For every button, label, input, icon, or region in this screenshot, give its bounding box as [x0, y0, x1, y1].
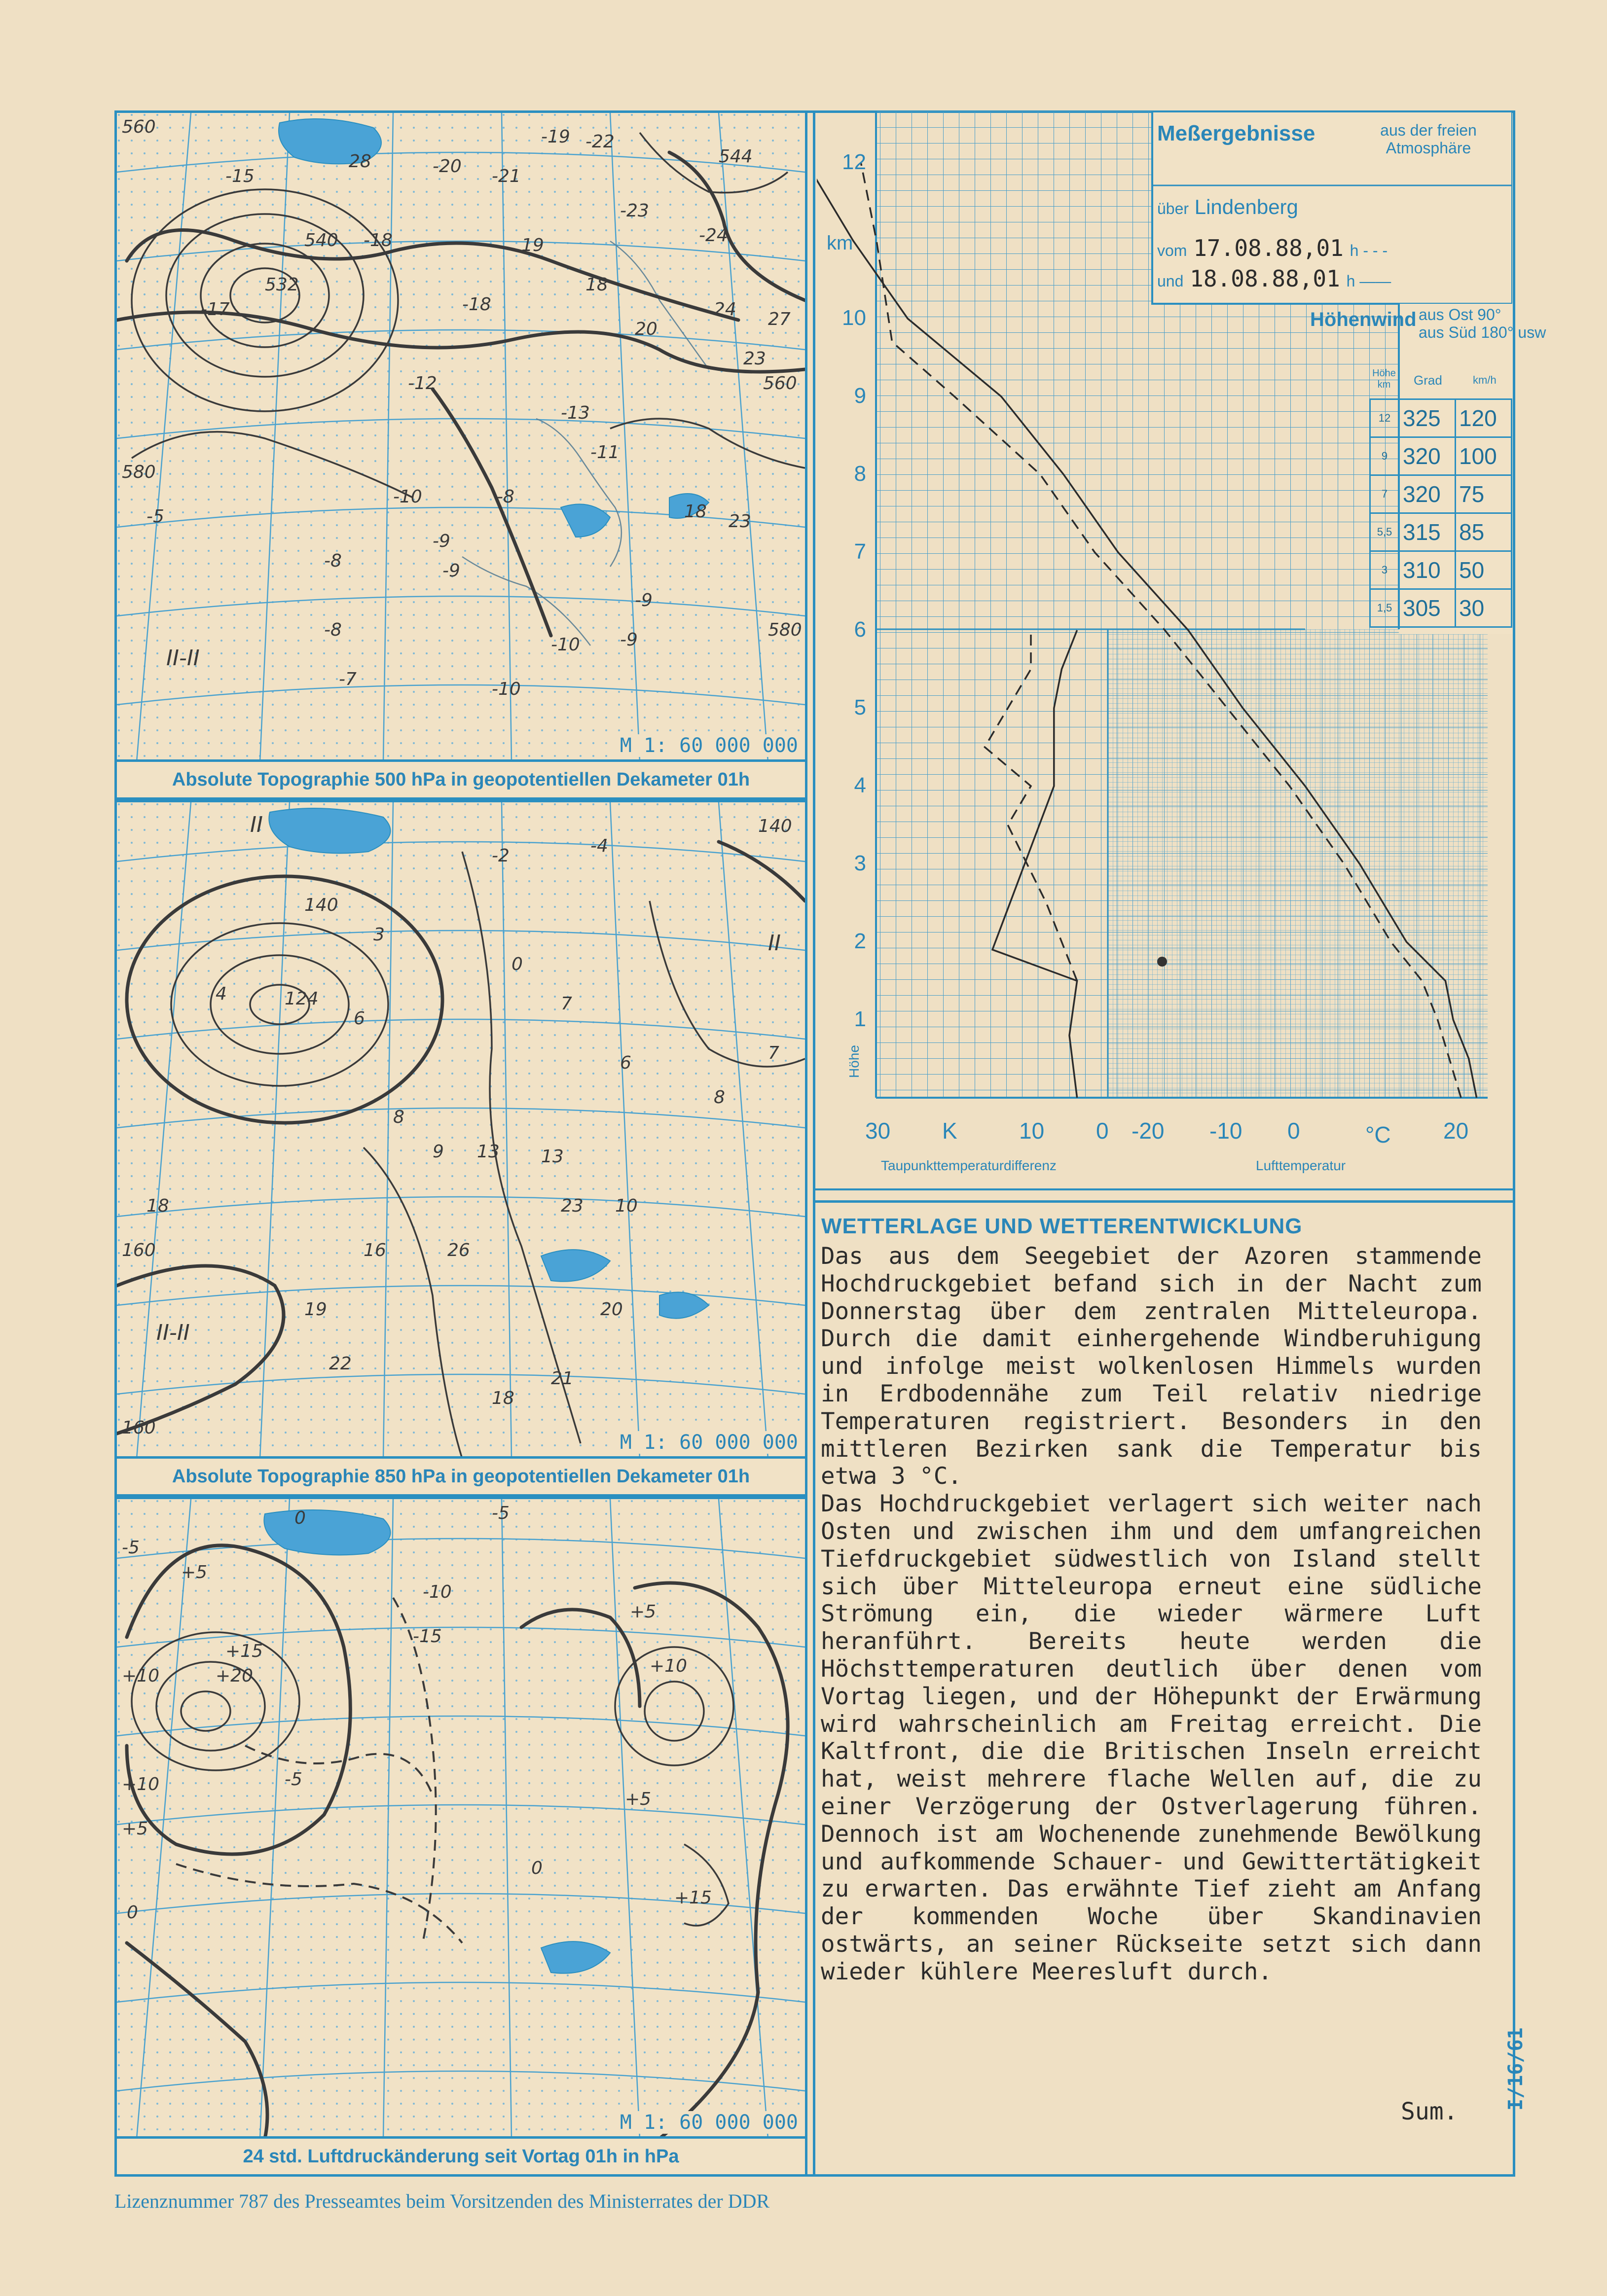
map-label: +5	[625, 1789, 652, 1809]
map-label: -9	[442, 561, 460, 581]
map-label: -15	[225, 166, 255, 186]
x-tick-temperature: 20	[1443, 1118, 1469, 1144]
map-label: -20	[433, 156, 462, 177]
map-label: 23	[743, 349, 766, 369]
license-footer: Lizenznummer 787 des Presseamtes beim Vorsitzenden des Ministerrates der DDR	[114, 2190, 770, 2212]
map-label: -7	[339, 669, 357, 689]
map-label: 0	[294, 1508, 306, 1528]
map-label: -11	[590, 442, 620, 463]
wind-row	[1370, 475, 1512, 513]
map-label: -15	[413, 1626, 442, 1647]
date1-suffix: h - - -	[1350, 242, 1388, 259]
map-label: 160	[122, 1240, 156, 1260]
wind-cell-spd: 50	[1456, 551, 1512, 589]
map-850hpa	[117, 802, 805, 1494]
map-label: -9	[620, 630, 638, 650]
station-prefix: über	[1157, 200, 1189, 217]
wind-dir1: aus Ost 90°	[1419, 306, 1501, 323]
y-tick-label: 9	[854, 384, 866, 408]
y-tick-label: 4	[854, 773, 866, 797]
map-label: +5	[181, 1562, 208, 1582]
x-tick-temperature: -20	[1132, 1118, 1165, 1144]
map-label: 23	[729, 511, 751, 532]
forecast-heading: WETTERLAGE UND WETTERENTWICKLUNG	[821, 1214, 1303, 1238]
wind-cell-spd: 100	[1456, 437, 1512, 475]
map-850hpa-graphic	[117, 802, 805, 1459]
map-label: 540	[304, 230, 338, 251]
map-label: +15	[225, 1641, 263, 1661]
chart-bottom-rule	[813, 1188, 1515, 1190]
wind-header	[1310, 306, 1546, 341]
map-label: +10	[650, 1656, 687, 1676]
map-label: 18	[146, 1196, 169, 1216]
map-label: 160	[122, 1418, 156, 1438]
map-label: +10	[122, 1774, 159, 1794]
wind-cell-spd: 30	[1456, 589, 1512, 627]
y-axis-unit: km	[827, 232, 853, 254]
map-label: 18	[684, 502, 707, 522]
wind-row	[1370, 589, 1512, 627]
station-name: Lindenberg	[1194, 195, 1298, 218]
map-label: -10	[393, 487, 422, 507]
wind-row	[1370, 437, 1512, 475]
x-tick-dewpoint: 0	[1096, 1118, 1109, 1144]
map-label: -19	[541, 127, 570, 147]
wind-col-dir: Grad	[1414, 373, 1442, 388]
column-divider-2	[813, 110, 815, 2177]
y-tick-label: 1	[854, 1007, 866, 1031]
map-label: 18	[585, 275, 608, 295]
map-label: -10	[423, 1582, 452, 1602]
map-label: 7	[768, 1043, 779, 1063]
map-label: 19	[304, 1299, 327, 1320]
map-label: -8	[324, 620, 342, 640]
map-label: II	[250, 812, 263, 837]
side-code: I/16/61	[1504, 2027, 1527, 2111]
map-label: -5	[492, 1503, 510, 1523]
map-label: 532	[265, 275, 299, 295]
map-label: II	[768, 931, 781, 956]
map-label: 27	[768, 309, 791, 329]
map-label: 26	[447, 1240, 470, 1260]
map-label: 13	[541, 1147, 564, 1167]
map-label: -5	[146, 506, 164, 527]
wind-cell-dir: 320	[1399, 437, 1456, 475]
y-tick-label: 2	[854, 929, 866, 953]
sounding-subtitle: aus der freien Atmosphäre	[1380, 121, 1477, 157]
map-label: -24	[699, 225, 728, 246]
wind-cell-dir: 310	[1399, 551, 1456, 589]
map-label: -4	[590, 836, 608, 856]
map-label: +5	[630, 1602, 657, 1622]
map-label: 18	[492, 1388, 514, 1408]
author-signature: Sum.	[1401, 2098, 1458, 2125]
sounding-date1	[1157, 235, 1388, 261]
y-tick-label: 7	[854, 539, 866, 564]
map-label: -2	[492, 846, 510, 866]
map-label: II-II	[156, 1320, 190, 1345]
map-label: -8	[497, 487, 514, 507]
sounding-title: Meßergebnisse	[1157, 121, 1315, 145]
wind-cell-dir: 320	[1399, 475, 1456, 513]
map-label: -21	[492, 166, 521, 186]
date2-suffix: h ——	[1346, 272, 1391, 290]
wind-cell-h: 3	[1370, 551, 1399, 589]
wind-cell-spd: 85	[1456, 513, 1512, 551]
map-scale: M 1: 60 000 000	[618, 2111, 800, 2134]
ink-blot	[1157, 957, 1167, 967]
map-label: -5	[285, 1769, 302, 1790]
y-axis-label: Höhe	[846, 1045, 862, 1078]
map-label: 13	[477, 1142, 500, 1162]
map-label: 6	[620, 1053, 631, 1073]
map-caption: Absolute Topographie 850 hPa in geopotentiellen Dekameter 01h	[117, 1456, 805, 1494]
wind-row	[1370, 513, 1512, 551]
wind-row	[1370, 399, 1512, 437]
map-label: -18	[462, 294, 491, 315]
date1-prefix: vom	[1157, 242, 1187, 259]
map-label: 4	[216, 984, 227, 1004]
map-label: -23	[620, 201, 649, 221]
wind-col-height: Höhe km	[1372, 368, 1396, 390]
wind-title: Höhenwind	[1310, 309, 1417, 330]
map-caption: Absolute Topographie 500 hPa in geopotentiellen Dekameter 01h	[117, 759, 805, 797]
map-label: +15	[674, 1888, 712, 1908]
sounding-date2	[1157, 265, 1391, 292]
date2-value: 18.08.88,01	[1190, 265, 1340, 292]
map-label: 580	[768, 620, 802, 640]
wind-cell-spd: 75	[1456, 475, 1512, 513]
map-label: 24	[714, 299, 736, 320]
map-divider	[114, 797, 807, 802]
y-tick-label: 5	[854, 695, 866, 719]
x-tick-dewpoint: 10	[1019, 1118, 1045, 1144]
wind-cell-h: 1,5	[1370, 589, 1399, 627]
map-label: -5	[122, 1538, 140, 1558]
map-label: 0	[127, 1902, 138, 1923]
wind-cell-spd: 120	[1456, 399, 1512, 437]
map-label: II-II	[166, 646, 200, 671]
map-label: -12	[408, 373, 437, 394]
wind-cell-h: 12	[1370, 399, 1399, 437]
x-tick-dewpoint: 30	[865, 1118, 891, 1144]
map-label: -17	[201, 299, 230, 320]
x-tick-dewpoint: K	[942, 1118, 957, 1144]
map-label: -13	[561, 403, 590, 423]
map-label: 8	[714, 1087, 725, 1108]
x-label-temperature: Lufttemperatur	[1256, 1158, 1346, 1173]
map-label: 7	[561, 994, 572, 1014]
map-scale: M 1: 60 000 000	[618, 1431, 800, 1454]
map-label: 544	[719, 146, 753, 167]
map-caption: 24 std. Luftdruckänderung seit Vortag 01h in hPa	[117, 2136, 805, 2174]
map-label: 6	[354, 1008, 365, 1029]
map-label: 9	[433, 1142, 444, 1162]
y-tick-label: 8	[854, 462, 866, 486]
map-label: -10	[551, 635, 580, 655]
wind-cell-dir: 305	[1399, 589, 1456, 627]
map-pressure-change	[117, 1499, 805, 2174]
wind-dir2: aus Süd 180° usw	[1419, 323, 1546, 341]
map-label: 124	[285, 989, 319, 1009]
map-label: 20	[635, 319, 657, 339]
map-label: -18	[364, 230, 393, 251]
map-label: +10	[122, 1666, 159, 1686]
wind-cell-dir: 315	[1399, 513, 1456, 551]
map-label: +5	[122, 1819, 148, 1839]
map-label: -22	[585, 132, 615, 152]
sounding-chart	[817, 111, 1546, 1191]
text-top-rule	[813, 1200, 1515, 1203]
map-label: 140	[758, 816, 792, 836]
y-tick-label: 3	[854, 851, 866, 875]
date2-prefix: und	[1157, 272, 1184, 290]
x-label-dewpoint: Taupunkttemperaturdifferenz	[881, 1158, 1057, 1173]
map-label: +20	[216, 1666, 253, 1686]
x-tick-temperature: -10	[1209, 1118, 1242, 1144]
sounding-station	[1157, 195, 1298, 219]
wind-table	[1369, 398, 1512, 628]
map-label: 10	[615, 1196, 638, 1216]
y-tick-label: 12	[842, 150, 866, 174]
map-label: 0	[531, 1858, 543, 1878]
map-label: 3	[373, 925, 385, 945]
x-tick-temperature: 0	[1287, 1118, 1300, 1144]
y-tick-label: 6	[854, 617, 866, 642]
wind-cell-dir: 325	[1399, 399, 1456, 437]
map-label: -8	[324, 551, 342, 571]
wind-col-speed: km/h	[1473, 374, 1497, 386]
column-divider	[805, 110, 807, 2177]
map-label: 28	[349, 151, 371, 172]
map-label: 560	[763, 373, 797, 394]
map-label: -10	[492, 679, 521, 699]
map-pressure-change-graphic	[117, 1499, 805, 2139]
map-label: 8	[393, 1107, 404, 1127]
map-label: 22	[329, 1354, 352, 1374]
wind-cell-h: 7	[1370, 475, 1399, 513]
map-scale: M 1: 60 000 000	[618, 734, 800, 757]
map-label: 560	[122, 117, 156, 137]
map-label: -9	[635, 590, 653, 610]
map-divider	[114, 1494, 807, 1499]
map-label: 21	[551, 1368, 574, 1389]
wind-cell-h: 9	[1370, 437, 1399, 475]
forecast-body: Das aus dem Seegebiet der Azoren stammende Hochdruckgebiet befand sich in der Nacht zum Donnerstag über dem zentralen Mitteleuropa. Durch die damit einhergehende Windberuhigung und infolge meist wolkenlosen Himmels wurden in Erdbodennähe zum Teil relativ niedrige Temperaturen registriert. Besonders in den mittleren Bezirken sank die Temperatur bis etwa 3 °C. Das Hochdruckgebiet verlagert sich weiter nach Osten und zwischen ihm und dem umfangreichen Tiefdruckgebiet südwestlich von Island stellt sich über Mitteleuropa erneut eine südliche Strömung ein, die wieder wärmere Luft heranführt. Bereits heute werden die Höchsttemperaturen deutlich über denen vom Vortag liegen, und der Höhepunkt der Erwärmung wird wahrscheinlich am Freitag erreicht. Die Kaltfront, die die Britischen Inseln erreicht hat, weist mehrere flache Wellen auf, die zu einer Verzögerung der Ostverlagerung führen. Dennoch ist am Wochenende zunehmende Bewölkung und aufkommende Schauer- und Gewittertätigkeit zu erwarten. Das erwähnte Tief zieht am Anfang der kommenden Woche über Skandinavien ostwärts, an seiner Rückseite setzt sich dann wieder kühlere Meeresluft durch.	[821, 1243, 1482, 1985]
map-500hpa	[117, 113, 805, 797]
wind-row	[1370, 551, 1512, 589]
wind-cell-h: 5,5	[1370, 513, 1399, 551]
map-label: 140	[304, 895, 338, 915]
date1-value: 17.08.88,01	[1193, 235, 1344, 261]
map-label: 23	[561, 1196, 584, 1216]
map-label: 580	[122, 462, 156, 482]
map-label: 16	[364, 1240, 386, 1260]
map-500hpa-graphic	[117, 113, 805, 762]
map-label: 19	[521, 235, 544, 255]
x-tick-temperature: °C	[1365, 1122, 1391, 1148]
map-label: -9	[433, 531, 450, 551]
sounding-header	[1157, 121, 1507, 157]
y-tick-label: 10	[842, 306, 866, 330]
map-label: 0	[511, 954, 523, 974]
map-label: 20	[600, 1299, 623, 1320]
